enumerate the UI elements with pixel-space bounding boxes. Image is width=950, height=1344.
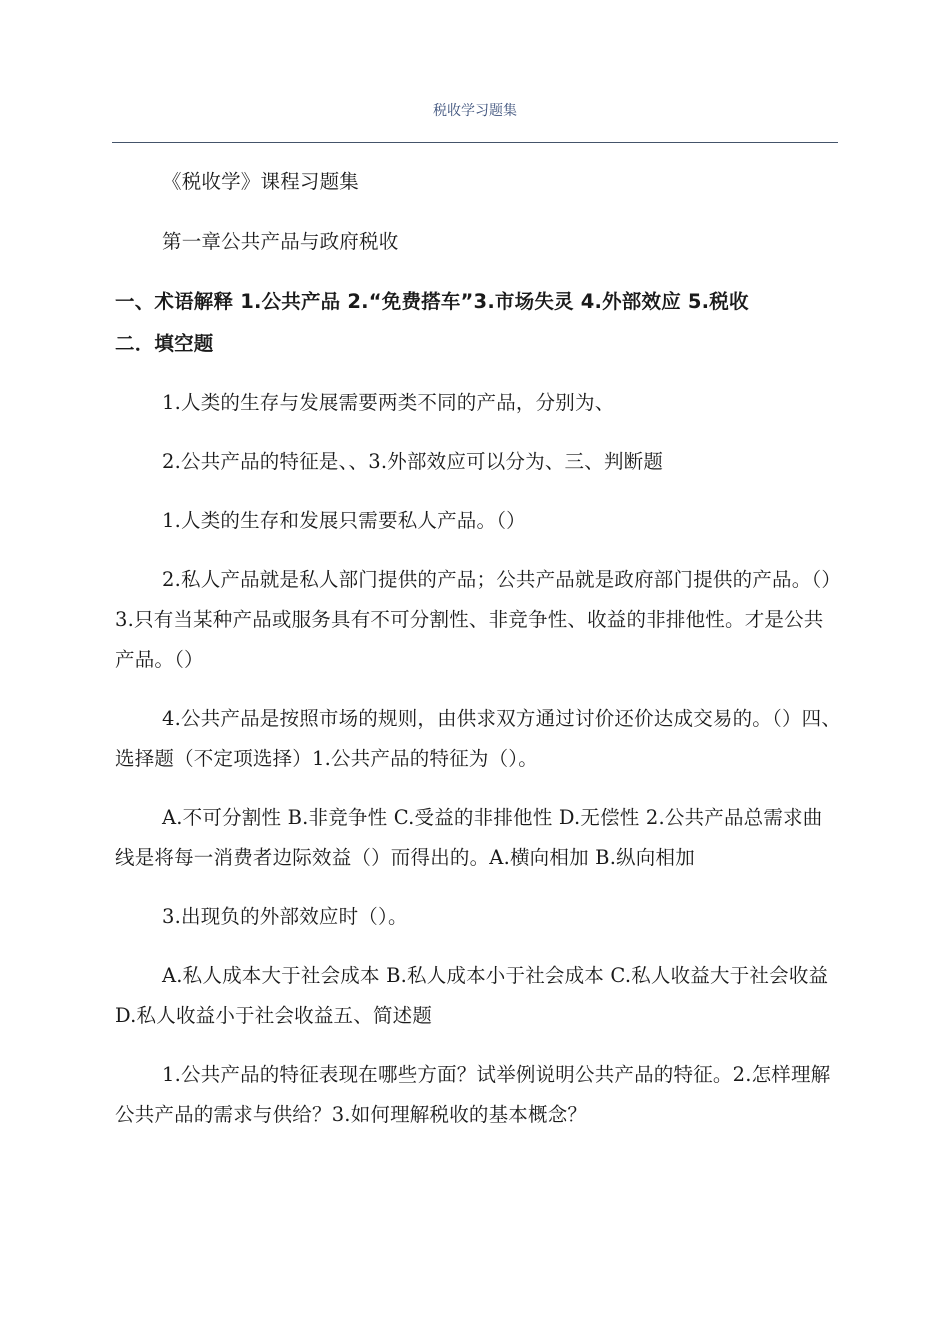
judge-question-1: 1.人类的生存和发展只需要私人产品。（）	[162, 509, 526, 532]
essay-questions: 1.公共产品的特征表现在哪些方面？试举例说明公共产品的特征。2.怎样理解公共产品的需求与供给？3.如何理解税收的基本概念？	[115, 1063, 831, 1126]
choice-question-3: 3.出现负的外部效应时（）。	[162, 905, 408, 928]
judge-question-2-3: 2.私人产品就是私人部门提供的产品；公共产品就是政府部门提供的产品。（）3.只有当某种产品或服务具有不可分割性、非竞争性、收益的非排他性。才是公共产品。（）	[115, 568, 832, 671]
course-title: 《税收学》课程习题集	[162, 170, 360, 193]
running-header: 税收学习题集	[433, 103, 517, 119]
choice-question-1-2: A.不可分割性 B.非竞争性 C.受益的非排他性 D.无偿性 2.公共产品总需求曲线是将每一消费者边际效益（）而得出的。A.横向相加 B.纵向相加	[115, 806, 823, 869]
section-terms: 一、术语解释 1.公共产品 2.“免费搭车”3.市场失灵 4.外部效应 5.税收	[115, 290, 749, 313]
section-fill-blank: 二．填空题	[115, 332, 214, 355]
fill-question-2: 2.公共产品的特征是、、3.外部效应可以分为、三、判断题	[162, 450, 664, 473]
chapter-title: 第一章公共产品与政府税收	[162, 230, 399, 253]
judge-question-4: 4.公共产品是按照市场的规则，由供求双方通过讨价还价达成交易的。（）四、选择题（不定项选择）1.公共产品的特征为（）。	[115, 707, 842, 770]
fill-question-1: 1.人类的生存与发展需要两类不同的产品，分别为、	[162, 391, 615, 414]
choice-question-3-options: A.私人成本大于社会成本 B.私人成本小于社会成本 C.私人收益大于社会收益 D.私人收益小于社会收益五、简述题	[115, 964, 829, 1027]
document-body	[115, 160, 850, 1135]
header-divider	[112, 142, 838, 143]
